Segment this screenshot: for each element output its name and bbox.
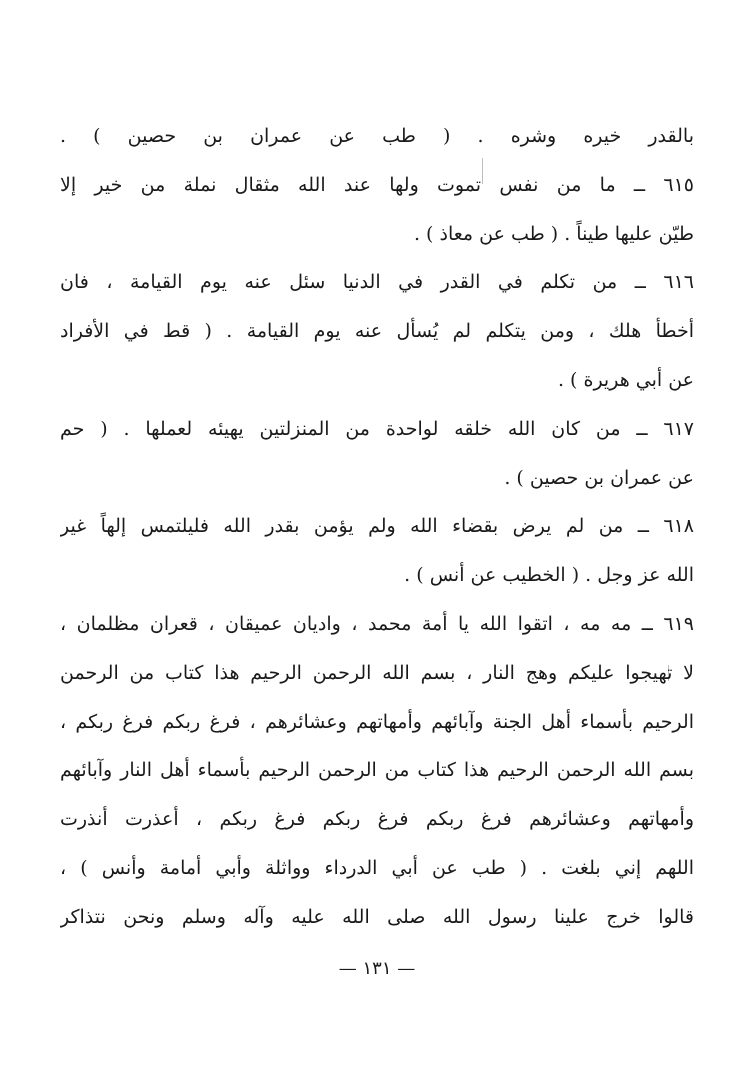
text-line: أخطأ هلك ، ومن يتكلم لم يُسأل عنه يوم القيامة . ( قط في الأفراد bbox=[60, 320, 694, 343]
text-line: بالقدر خيره وشره . ( طب عن عمران بن حصين ) . bbox=[60, 125, 694, 147]
text-line: الله عز وجل . ( الخطيب عن أنس ) . bbox=[404, 564, 694, 587]
text-line: عن عمران بن حصين ) . bbox=[504, 466, 694, 489]
text-line: ٦١٧ ــ من كان الله خلقه لواحدة من المنزلتين يهيئه لعملها . ( حم bbox=[60, 417, 694, 440]
text-line: عن أبي هريرة ) . bbox=[557, 368, 694, 391]
text-line: ٦١٥ ــ ما من نفس تموت ولها عند الله مثقال نملة من خير إلا bbox=[60, 173, 694, 196]
text-line: اللهم إني بلغت . ( طب عن أبي الدرداء وواثلة وأبي أمامة وأنس ) ، bbox=[60, 856, 694, 879]
text-line: قالوا خرج علينا رسول الله صلى الله عليه وآله وسلم ونحن نتذاكر bbox=[60, 905, 694, 928]
text-line: بسم الله الرحمن الرحيم هذا كتاب من الرحمن الرحيم بأسماء أهل النار وآبائهم bbox=[60, 759, 694, 782]
text-line: ٦١٦ ــ من تكلم في القدر في الدنيا سئل عنه يوم القيامة ، فان bbox=[60, 271, 694, 294]
text-line: الرحيم بأسماء أهل الجنة وآبائهم وأمهاتهم وعشائرهم ، فرغ ربكم فرغ ربكم ، bbox=[60, 710, 694, 733]
text-line: طيّن عليها طيناً . ( طب عن معاذ ) . bbox=[413, 222, 694, 245]
text-line: ٦١٩ ــ مه مه ، اتقوا الله يا أمة محمد ، واديان عميقان ، قعران مظلمان ، bbox=[60, 612, 694, 635]
body-text bbox=[60, 112, 694, 942]
text-line: وأمهاتهم وعشائرهم فرغ ربكم فرغ ربكم فرغ ربكم ، أعذرت أنذرت bbox=[60, 808, 694, 831]
page-number: — ١٣١ — bbox=[338, 958, 416, 979]
text-line: لا تهيجوا عليكم وهج النار ، بسم الله الرحمن الرحيم هذا كتاب من الرحمن bbox=[60, 661, 694, 684]
text-line: ٦١٨ ــ من لم يرض بقضاء الله ولم يؤمن بقدر الله فليلتمس إلهاً غير bbox=[60, 515, 694, 538]
